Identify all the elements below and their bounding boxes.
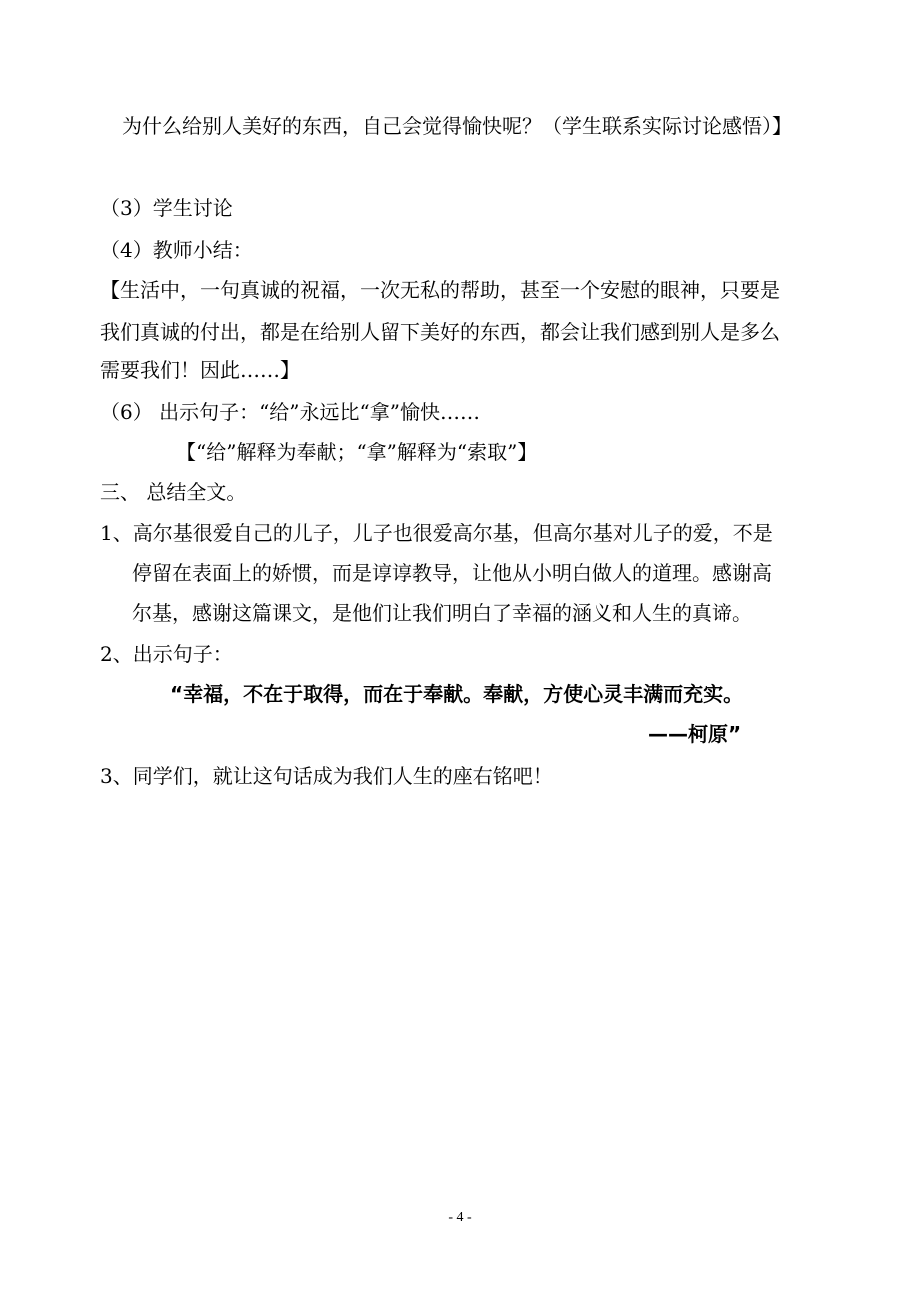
paragraph-line-7: （6） 出示句子：“给”永远比“拿”愉快……: [100, 400, 480, 424]
paragraph-line-6: 需要我们！因此……】: [100, 358, 300, 382]
paragraph-line-12: 2、出示句子：: [100, 642, 233, 666]
paragraph-line-9: 1、高尔基很爱自己的儿子，儿子也很爱高尔基，但高尔基对儿子的爱，不是: [100, 521, 773, 545]
paragraph-line-10: 停留在表面上的娇惯，而是谆谆教导，让他从小明白做人的道理。感谢高: [132, 561, 772, 585]
page-number: - 4 -: [448, 1210, 472, 1225]
paragraph-line-13: 3、同学们，就让这句话成为我们人生的座右铭吧！: [100, 764, 553, 788]
paragraph-line-4: 【生活中，一句真诚的祝福，一次无私的帮助，甚至一个安慰的眼神，只要是: [100, 278, 780, 302]
section-heading: 三、 总结全文。: [100, 480, 247, 504]
paragraph-line-5: 我们真诚的付出，都是在给别人留下美好的东西，都会让我们感到别人是多么: [100, 320, 780, 344]
quote-line: “幸福，不在于取得，而在于奉献。奉献，方使心灵丰满而充实。: [170, 682, 744, 706]
paragraph-line-2: （3）学生讨论: [100, 196, 233, 220]
paragraph-line-8: 【“给”解释为奉献；“拿”解释为“索取”】: [176, 440, 538, 464]
quote-author: ——柯原”: [648, 722, 742, 746]
paragraph-line-3: （4）教师小结：: [100, 238, 253, 262]
paragraph-line-11: 尔基，感谢这篇课文，是他们让我们明白了幸福的涵义和人生的真谛。: [132, 601, 752, 625]
paragraph-line-1: 为什么给别人美好的东西，自己会觉得愉快呢？（学生联系实际讨论感悟）】: [122, 114, 792, 138]
